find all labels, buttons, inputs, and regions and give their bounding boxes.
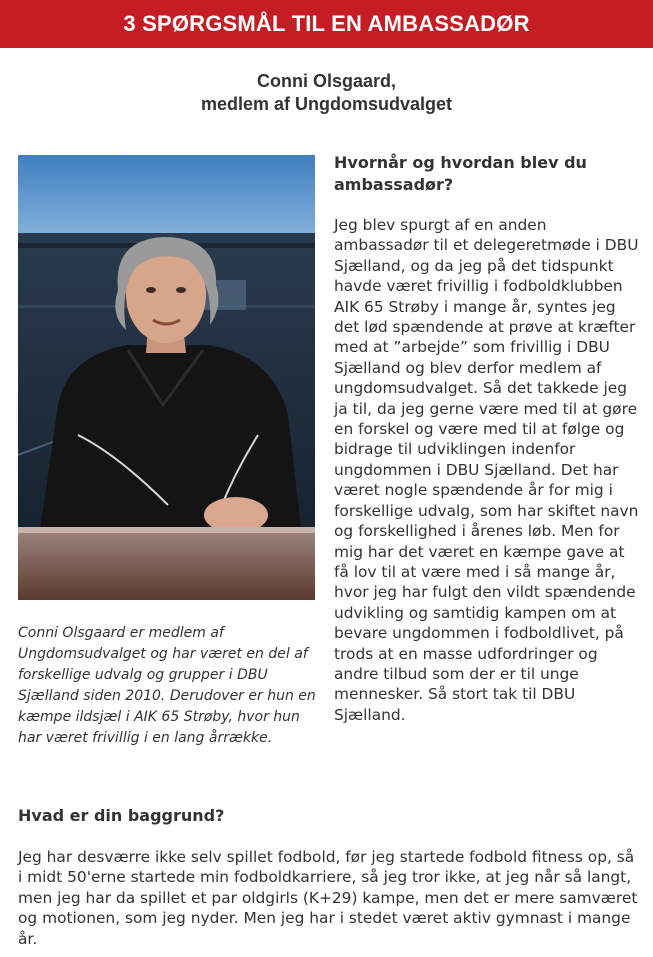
ambassador-name: Conni Olsgaard, bbox=[256, 71, 397, 91]
ambassador-subtitle bbox=[0, 70, 653, 116]
question-heading: Hvad er din baggrund? bbox=[18, 806, 225, 825]
page-banner bbox=[0, 0, 653, 48]
question-heading: Hvornår og hvordan blev du ambassadør? bbox=[334, 153, 587, 194]
ambassador-role: medlem af Ungdomsudvalget bbox=[200, 94, 453, 114]
answer-paragraph: Jeg blev spurgt af en anden ambassadør til et delegeretmøde i DBU Sjælland, og da jeg på det tidspunkt havde været frivillig i fodboldklubben AIK 65 Strøby i mange år, syntes jeg det lød spændende at prøve at kræfter med at ”arbejde” som frivillig i DBU Sjælland og blev derfor medlem af ungdomsudvalget. Så det takkede jeg ja til, da jeg gerne være med til at gøre en forskel og være med til at følge og bidrage til udviklingen indenfor ungdommen i DBU Sjælland. Det har været nogle spændende år for mig i forskellige udvalg, som har skiftet navn og forskellighed i årenes løb. Men for mig har det været en kæmpe gave at få lov til at være med i så mange år, hvor jeg har fulgt den vildt spændende udvikling og samtidig kampen om at bevare ungdommen i fodboldlivet, på trods at en masse udfordringer og andre tilbud som der er til unge mennesker. Så stort tak til DBU Sjælland. bbox=[334, 216, 639, 724]
ambassador-photo bbox=[18, 155, 315, 600]
photo-caption: Conni Olsgaard er medlem af Ungdomsudvalget og har været en del af forskellige udvalg og grupper i DBU Sjælland siden 2010. Derudover er hun en kæmpe ildsjæl i AIK 65 Strøby, hvor hun har været frivillig i en lang årrække. bbox=[18, 625, 316, 746]
ambassador-portrait-illustration bbox=[18, 155, 315, 600]
banner-title: 3 SPØRGSMÅL TIL EN AMBASSADØR bbox=[123, 11, 530, 36]
answer-paragraph: Jeg har desværre ikke selv spillet fodbold, før jeg startede fodbold fitness op, så i midt 50'erne startede min fodboldkarriere, så jeg tror ikke, at jeg når så langt, men jeg har da spillet et par oldgirls (K+29) kampe, men det er mere samværet og motionen, som jeg nyder. Men jeg har i stedet været aktiv gymnast i mange år. bbox=[18, 848, 638, 948]
